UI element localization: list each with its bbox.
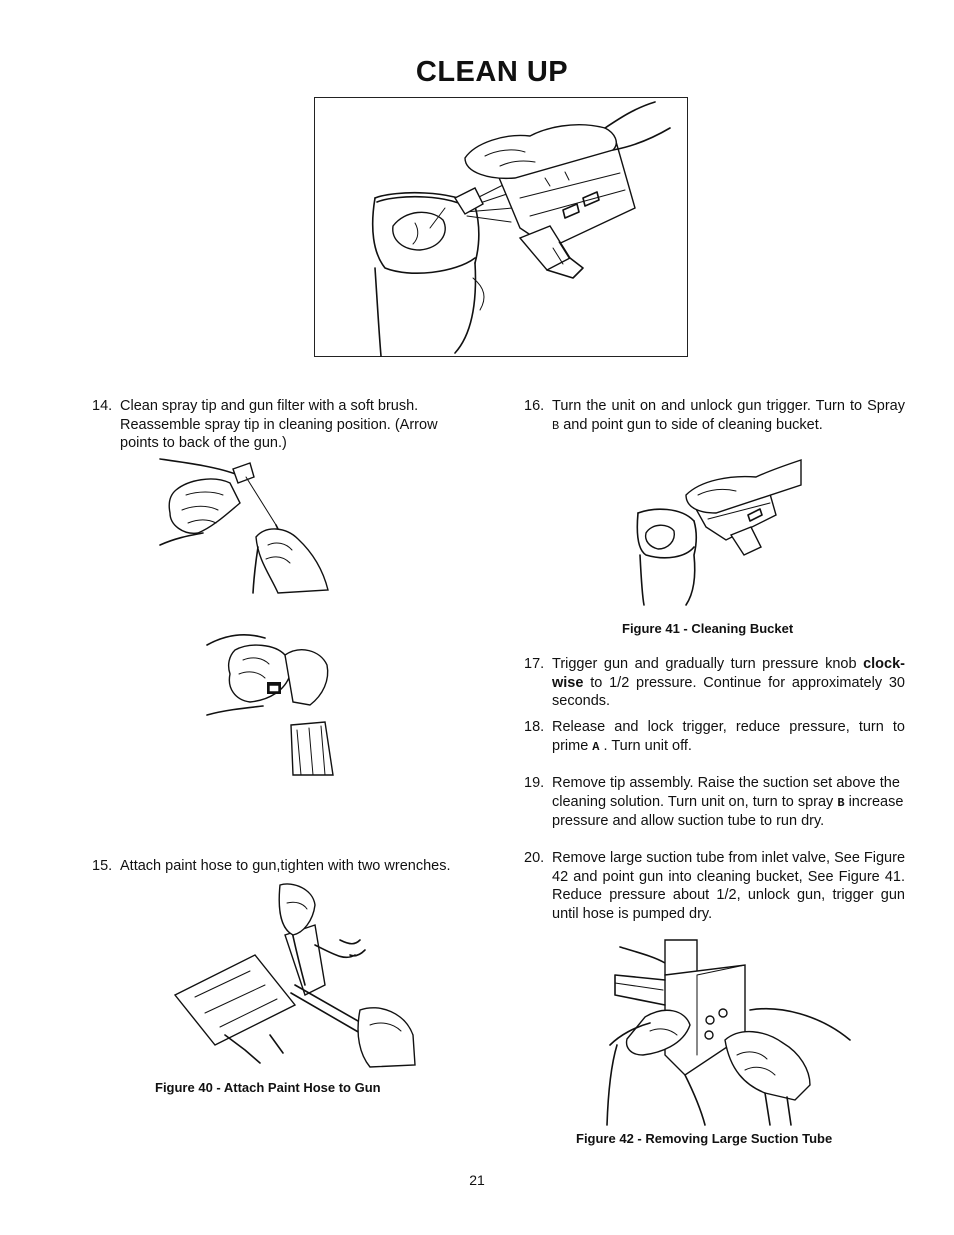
step-text: Trigger gun and gradually turn pressure knob clock-wise to 1/2 pressure. Continue for approximately 30 seconds. — [552, 656, 905, 709]
step-number: 19. — [524, 775, 545, 791]
figure-41-caption: Figure 41 - Cleaning Bucket — [622, 621, 794, 636]
step-number: 16. — [524, 398, 545, 414]
removing-suction-tube-illustration — [605, 935, 855, 1125]
page-number: 21 — [469, 1172, 485, 1188]
spray-setting-code: B — [837, 795, 845, 810]
cleaning-bucket-illustration — [636, 455, 806, 607]
step-text: Remove large suction tube from inlet valve, See Figure 42 and point gun into cleaning bucket, See Figure 41. Reduce pressure about 1/2, unlock gun, trigger gun until hose is pumped dry. — [552, 850, 906, 922]
step-number: 20. — [524, 850, 545, 866]
attach-hose-wrenches-illustration — [165, 885, 425, 1070]
clockwise-emphasis: clock-wise — [552, 656, 905, 691]
hero-illustration-frame — [314, 97, 688, 357]
step-number: 15. — [92, 858, 113, 874]
brush-cleaning-illustration — [158, 455, 338, 595]
step-text: Clean spray tip and gun filter with a soft brush. Reassemble spray tip in cleaning position. (Arrow points to back of the gun.) — [120, 398, 438, 451]
step-text: Release and lock trigger, reduce pressure, turn to prime A . Turn unit off. — [552, 719, 905, 754]
spray-setting-code: B — [552, 418, 560, 433]
page-title: CLEAN UP — [415, 56, 569, 88]
step-text: Attach paint hose to gun,tighten with two wrenches. — [120, 858, 451, 874]
step-text: Remove tip assembly. Raise the suction set above the cleaning solution. Turn unit on, turn to spray B increase pressure and allow suction tube to run dry. — [552, 775, 904, 829]
step-number: 17. — [524, 656, 545, 672]
step-text: Turn the unit on and unlock gun trigger. Turn to Spray B and point gun to side of cleaning bucket. — [552, 398, 905, 433]
step-number: 18. — [524, 719, 545, 735]
step-number: 14. — [92, 398, 113, 414]
figure-42-caption: Figure 42 - Removing Large Suction Tube — [576, 1131, 833, 1146]
gun-filter-hand-illustration — [205, 630, 340, 775]
figure-40-caption: Figure 40 - Attach Paint Hose to Gun — [155, 1080, 381, 1095]
spray-gun-bucket-illustration — [315, 98, 689, 358]
prime-setting-code: A — [592, 739, 600, 754]
